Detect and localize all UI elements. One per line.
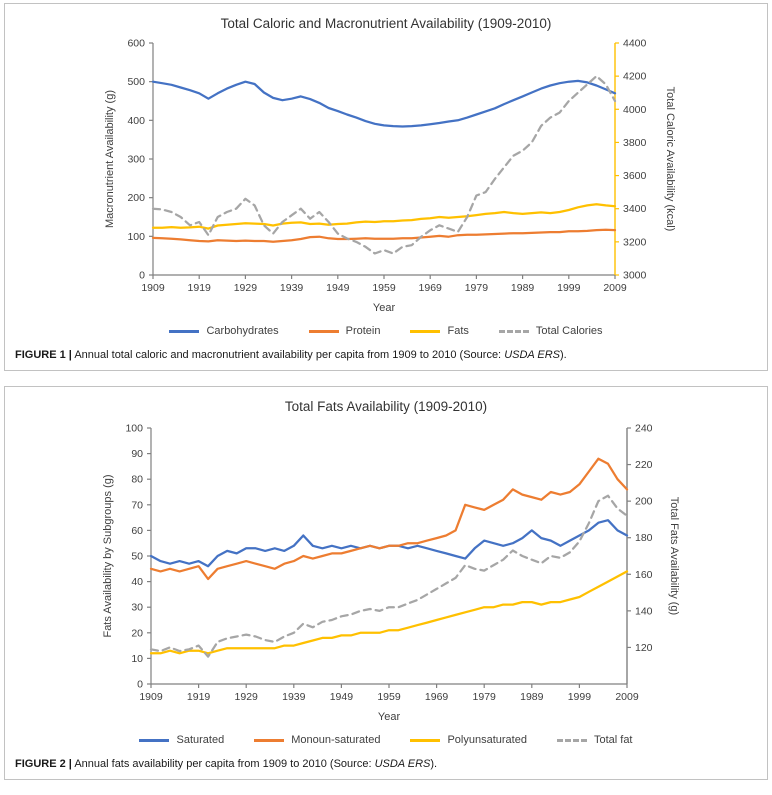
figure-1-caption-close: ). (560, 349, 567, 361)
legend-item (309, 325, 381, 337)
svg-text:50: 50 (131, 550, 143, 563)
series-line-monoun-saturated (151, 459, 627, 579)
svg-text:60: 60 (131, 524, 143, 537)
series-line-total-calories (153, 76, 615, 253)
legend-line-sample (410, 739, 440, 742)
svg-text:3200: 3200 (623, 236, 647, 249)
legend-item (499, 325, 603, 337)
legend-item (254, 734, 380, 746)
legend-label: Carbohydrates (206, 325, 279, 337)
svg-text:Fats Availability by Subgroups: Fats Availability by Subgroups (g) (102, 474, 114, 638)
svg-text:1959: 1959 (377, 691, 401, 703)
legend-line-sample (254, 739, 284, 742)
legend-label: Total Calories (535, 325, 603, 337)
legend-item (557, 734, 633, 746)
svg-text:30: 30 (131, 601, 143, 614)
svg-text:1939: 1939 (279, 282, 304, 294)
svg-text:1989: 1989 (510, 282, 535, 294)
svg-text:1929: 1929 (233, 282, 258, 294)
legend-label: Protein (345, 325, 381, 337)
svg-text:1909: 1909 (139, 691, 163, 703)
figure-1-legend (5, 325, 767, 337)
figure-1-panel (4, 3, 768, 371)
series-line-protein (153, 230, 615, 242)
svg-text:1989: 1989 (520, 691, 544, 703)
svg-text:Year: Year (372, 302, 396, 314)
svg-text:4400: 4400 (623, 37, 647, 50)
figure-2-label: FIGURE 2 | (15, 758, 72, 770)
figure-2-legend (5, 734, 767, 746)
svg-text:100: 100 (125, 422, 143, 435)
svg-text:1939: 1939 (282, 691, 306, 703)
svg-text:4200: 4200 (623, 70, 647, 83)
svg-text:70: 70 (131, 499, 143, 512)
series-line-fats (153, 204, 615, 228)
legend-label: Total fat (593, 734, 633, 746)
svg-text:1949: 1949 (326, 282, 350, 294)
svg-text:3600: 3600 (623, 170, 647, 183)
legend-item (139, 734, 224, 746)
svg-text:0: 0 (137, 678, 143, 691)
svg-text:3800: 3800 (623, 136, 647, 149)
series-line-carbohydrates (153, 81, 615, 127)
figure-2-chart (7, 416, 765, 730)
svg-text:1969: 1969 (424, 691, 449, 703)
svg-text:1959: 1959 (372, 282, 396, 294)
svg-text:40: 40 (131, 576, 143, 589)
svg-text:80: 80 (131, 473, 143, 486)
svg-text:20: 20 (131, 627, 143, 640)
legend-item (410, 325, 468, 337)
legend-line-sample (557, 739, 587, 742)
svg-text:3000: 3000 (623, 269, 647, 282)
svg-text:90: 90 (131, 448, 143, 461)
figure-2-caption (5, 746, 767, 779)
legend-label: Fats (447, 325, 469, 337)
svg-text:100: 100 (127, 230, 145, 243)
svg-text:1949: 1949 (329, 691, 354, 703)
figure-2-caption-text: Annual fats availability per capita from 1909 to 2010 (Source: (71, 758, 375, 770)
series-line-total-fat (151, 496, 627, 657)
svg-text:1919: 1919 (187, 282, 211, 294)
svg-text:Year: Year (377, 711, 401, 723)
legend-line-sample (410, 330, 440, 333)
svg-text:200: 200 (127, 192, 145, 205)
figure-2-chart-title: Total Fats Availability (1909-2010) (284, 399, 488, 414)
svg-text:1969: 1969 (418, 282, 442, 294)
svg-text:220: 220 (635, 459, 653, 472)
figure-1-caption (5, 337, 767, 370)
figure-1-chart (7, 33, 765, 321)
figure-1-caption-source: USDA ERS (504, 349, 561, 361)
svg-text:4000: 4000 (623, 103, 647, 116)
series-line-saturated (151, 520, 627, 566)
svg-text:600: 600 (127, 37, 145, 50)
svg-text:10: 10 (131, 652, 143, 665)
svg-text:160: 160 (635, 568, 653, 581)
legend-line-sample (499, 330, 529, 333)
svg-text:300: 300 (127, 153, 145, 166)
svg-text:200: 200 (635, 495, 653, 508)
legend-line-sample (139, 739, 169, 742)
svg-text:120: 120 (635, 641, 653, 654)
svg-text:1919: 1919 (186, 691, 211, 703)
figure-1-chart-title: Total Caloric and Macronutrient Availability (1909-2010) (220, 16, 552, 31)
legend-item (169, 325, 278, 337)
svg-text:Total Caloric Availability (kc: Total Caloric Availability (kcal) (664, 86, 676, 232)
svg-text:1909: 1909 (141, 282, 165, 294)
svg-text:2009: 2009 (603, 282, 627, 294)
svg-text:3400: 3400 (623, 203, 647, 216)
svg-text:1929: 1929 (234, 691, 258, 703)
svg-text:2009: 2009 (615, 691, 639, 703)
svg-text:1979: 1979 (472, 691, 496, 703)
svg-text:400: 400 (127, 114, 145, 127)
legend-label: Monoun-saturated (291, 734, 381, 746)
figure-1-caption-text: Annual total caloric and macronutrient availability per capita from 1909 to 2010 (Source: (71, 349, 505, 361)
svg-text:1999: 1999 (567, 691, 592, 703)
svg-text:Total Fats Availability (g): Total Fats Availability (g) (668, 496, 680, 616)
legend-label: Polyunsaturated (447, 734, 527, 746)
figure-2-caption-source: USDA ERS (374, 758, 431, 770)
legend-line-sample (169, 330, 199, 333)
legend-item (410, 734, 527, 746)
figure-2-panel (4, 386, 768, 780)
svg-text:1979: 1979 (464, 282, 489, 294)
svg-text:180: 180 (635, 532, 653, 545)
legend-label: Saturated (176, 734, 225, 746)
legend-line-sample (309, 330, 339, 333)
svg-text:0: 0 (139, 269, 145, 282)
svg-text:1999: 1999 (557, 282, 581, 294)
svg-text:240: 240 (635, 422, 653, 435)
svg-text:500: 500 (127, 76, 145, 89)
figure-2-caption-close: ). (430, 758, 438, 770)
svg-text:Macronutrient Availability (g): Macronutrient Availability (g) (104, 90, 116, 228)
figure-1-label: FIGURE 1 | (15, 349, 72, 361)
svg-text:140: 140 (635, 605, 653, 618)
